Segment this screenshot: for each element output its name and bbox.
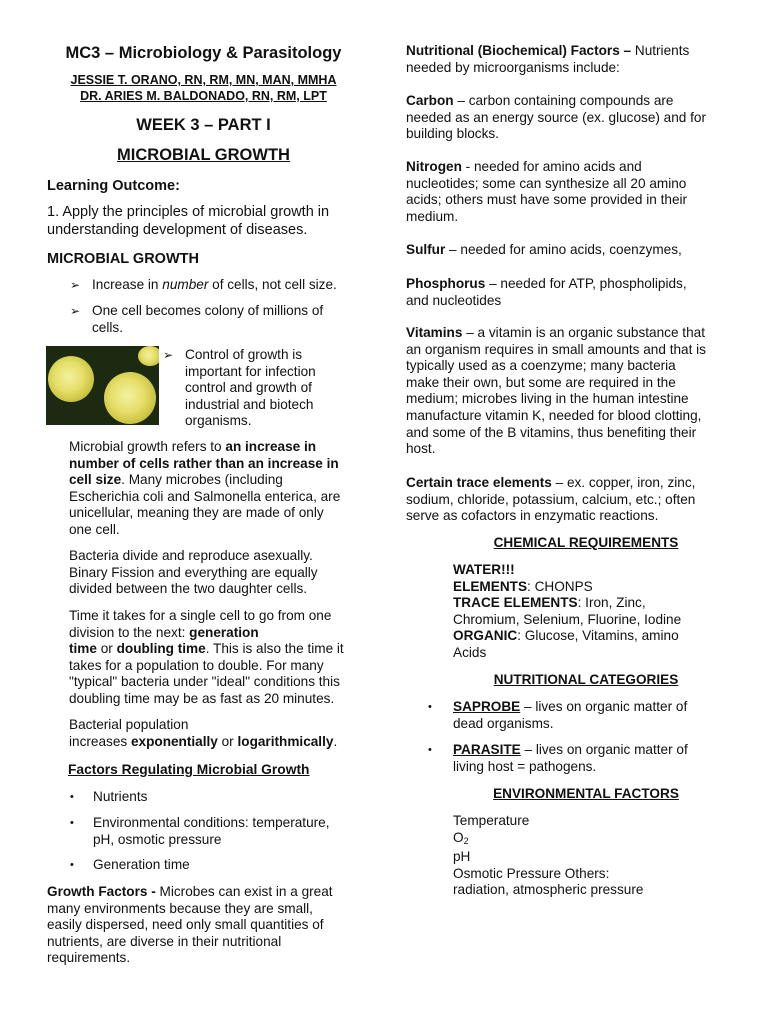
author-line-1: JESSIE T. ORANO, RN, RM, MN, MAN, MMHA — [70, 73, 337, 87]
section-title-microbial-growth: MICROBIAL GROWTH — [47, 251, 199, 267]
paragraph-carbon: Carbon – carbon containing compounds are needed as an energy source (ex. glucose) and for building blocks. — [406, 93, 707, 142]
environmental-factors-title: ENVIRONMENTAL FACTORS — [493, 786, 679, 801]
learning-outcome-label: Learning Outcome: — [47, 178, 180, 194]
paragraph-trace-elements: Certain trace elements – ex. copper, iron, zinc, sodium, chloride, potassium, calcium, etc.; often serve as cofactors in enzymatic reactions. — [406, 475, 696, 524]
bullet-icon: • — [70, 859, 74, 871]
environmental-factors-list: Temperature O2 pH Osmotic Pressure Others: radiation, atmospheric pressure — [453, 813, 644, 898]
paragraph-generation-time: Time it takes for a single cell to go from one division to the next: generation time or doubling time. This is also the time it takes for a population to double. For many "typical" bacteria under "ideal" conditions this doubling time may be as fast as 20 minutes. — [69, 608, 344, 706]
paragraph-microbial-growth-definition: Microbial growth refers to an increase in number of cells rather than an increase in cell size. Many microbes (including Escherichia coli and Salmonella enterica, are unicellular, meaning they are made of only one cell. — [69, 439, 341, 537]
nutritional-categories-title: NUTRITIONAL CATEGORIES — [493, 672, 679, 687]
bacterial-colonies-image — [46, 346, 159, 425]
paragraph-nutritional-factors: Nutritional (Biochemical) Factors – Nutrients needed by microorganisms include: — [406, 43, 690, 75]
bullet-icon: • — [428, 701, 432, 713]
topic-title: MICROBIAL GROWTH — [117, 146, 290, 164]
arrow-icon: ➢ — [70, 304, 81, 318]
chemical-requirements-list: WATER!!! ELEMENTS: CHONPS TRACE ELEMENTS: Iron, Zinc, Chromium, Selenium, Fluorine, Iodine ORGANIC: Glucose, Vitamins, amino Acids — [453, 562, 682, 660]
author-line-2: DR. ARIES M. BALDONADO, RN, RM, LPT — [80, 89, 327, 103]
paragraph-nitrogen: Nitrogen - needed for amino acids and nucleotides; some can synthesize all 20 amino acids; others must have some provided in their medium. — [406, 159, 688, 224]
bullet-icon: • — [70, 817, 74, 829]
paragraph-phosphorus: Phosphorus – needed for ATP, phospholipids, and nucleotides — [406, 276, 687, 308]
bullet-icon: • — [70, 791, 74, 803]
paragraph-vitamins: Vitamins – a vitamin is an organic substance that an organism requires in small amounts and that is typically used as a coenzyme; many bacteria make their own, but some are required in the medium; microbes living in the human intestine manufacture vitamin K, needed for blood clotting, and some of the B vitamins, thus benefiting their host. — [406, 325, 706, 457]
paragraph-sulfur: Sulfur – needed for amino acids, coenzymes, — [406, 242, 682, 257]
arrow-icon: ➢ — [70, 278, 81, 292]
learning-outcome-text: 1. Apply the principles of microbial growth in understanding development of diseases. — [47, 204, 330, 238]
bullet-icon: • — [428, 744, 432, 756]
paragraph-growth-factors: Growth Factors - Microbes can exist in a great many environments because they are small, easily dispersed, need only small quantities of nutrients, are diverse in their nutritional requirements. — [47, 884, 333, 966]
factors-regulating-title: Factors Regulating Microbial Growth — [68, 762, 310, 777]
course-title: MC3 – Microbiology & Parasitology — [65, 44, 342, 62]
arrow-icon: ➢ — [163, 348, 174, 362]
paragraph-bacterial-population: Bacterial population increases exponentially or logarithmically. — [69, 717, 338, 749]
paragraph-binary-fission: Bacteria divide and reproduce asexually. Binary Fission and everything are equally divided between the two daughter cells. — [69, 548, 318, 597]
chemical-requirements-title: CHEMICAL REQUIREMENTS — [493, 535, 679, 550]
week-title: WEEK 3 – PART I — [136, 116, 271, 134]
